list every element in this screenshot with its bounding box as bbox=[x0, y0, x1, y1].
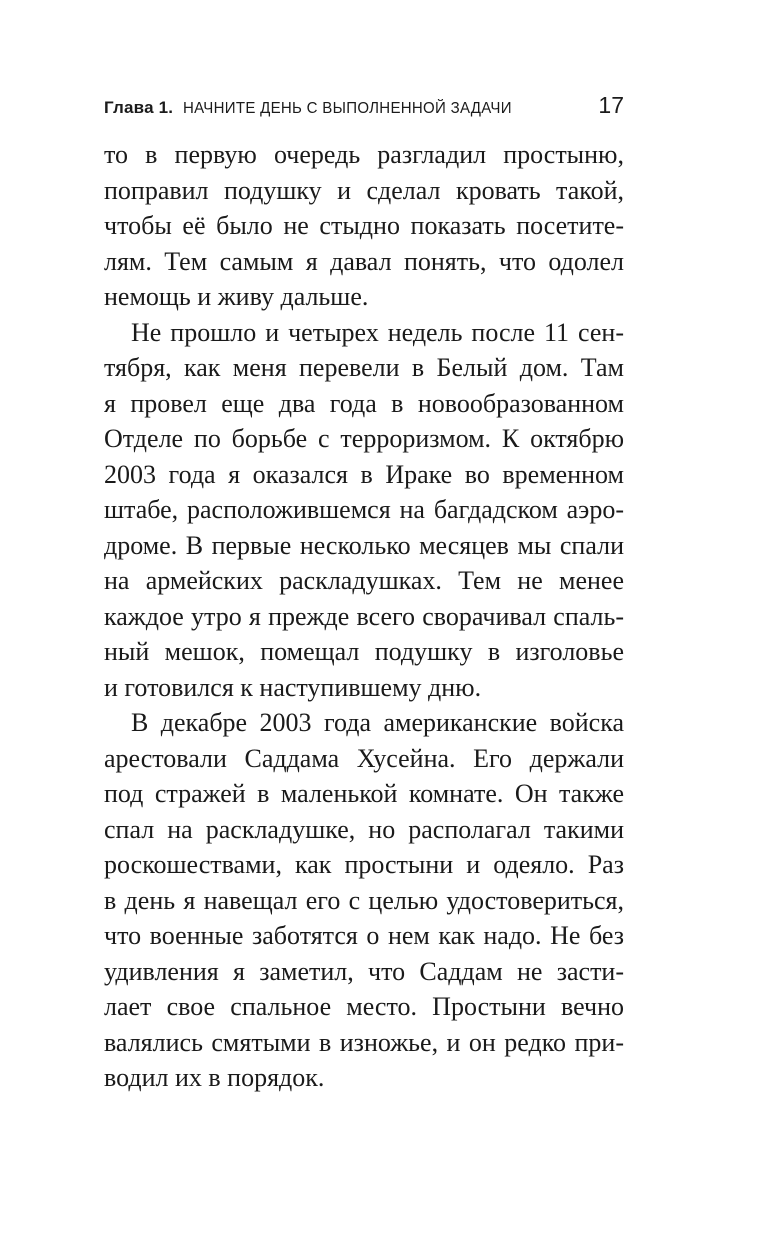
text-line: немощь и живу дальше. bbox=[104, 282, 369, 311]
text-line: арестовали Саддама Хусейна. Его держали bbox=[104, 743, 624, 773]
text-line: что военные заботятся о нем как надо. Не без bbox=[104, 921, 624, 950]
text-line: Не прошло и четырех недель после 11 сен- bbox=[131, 317, 624, 347]
text-line: удивления я заметил, что Саддам не засти- bbox=[104, 956, 624, 986]
text-line: ный мешок, помещал подушку в изголовье bbox=[104, 637, 624, 666]
text-line: Отделе по борьбе с терроризмом. К октябрю bbox=[104, 424, 624, 453]
paragraph bbox=[104, 137, 624, 315]
text-line: каждое утро я прежде всего сворачивал спаль- bbox=[104, 601, 624, 631]
text-line: под стражей в маленькой комнате. Он также bbox=[104, 779, 624, 808]
text-line: и готовился к наступившему дню. bbox=[104, 672, 482, 702]
text-line: спал на раскладушке, но располагал такими bbox=[104, 814, 624, 844]
page-number: 17 bbox=[598, 92, 624, 118]
text-line: тября, как меня перевели в Белый дом. Там bbox=[104, 353, 624, 382]
text-line: дроме. В первые несколько месяцев мы спали bbox=[104, 530, 624, 560]
text-line: водил их в порядок. bbox=[104, 1063, 325, 1092]
text-line: роскошествами, как простыни и одеяло. Раз bbox=[104, 850, 624, 879]
paragraph bbox=[104, 315, 624, 706]
text-line: я провел еще два года в новообразованном bbox=[104, 388, 624, 418]
page-body bbox=[104, 137, 624, 1096]
text-line: валялись смятыми в изножье, и он редко при- bbox=[104, 1027, 624, 1057]
text-line: поправил подушку и сделал кровать такой, bbox=[104, 175, 624, 205]
chapter-header bbox=[104, 98, 522, 118]
running-header bbox=[104, 92, 624, 119]
chapter-label: Глава 1. bbox=[104, 98, 174, 117]
text-line: чтобы её было не стыдно показать посетите- bbox=[104, 211, 624, 240]
chapter-title: НАЧНИТЕ ДЕНЬ С ВЫПОЛНЕННОЙ ЗАДАЧИ bbox=[183, 100, 513, 117]
paragraph bbox=[104, 705, 624, 1096]
text-line: лает свое спальное место. Простыни вечно bbox=[104, 992, 624, 1021]
text-line: то в первую очередь разгладил простыню, bbox=[104, 140, 624, 169]
text-line: лям. Тем самым я давал понять, что одолел bbox=[104, 246, 624, 276]
text-line: штабе, расположившемся на багдадском аэро- bbox=[104, 495, 624, 524]
text-line: в день я навещал его с целью удостовериться, bbox=[104, 885, 624, 915]
text-line: В декабре 2003 года американские войска bbox=[131, 708, 624, 737]
text-line: на армейских раскладушках. Тем не менее bbox=[104, 566, 624, 595]
text-line: 2003 года я оказался в Ираке во временном bbox=[104, 459, 624, 489]
